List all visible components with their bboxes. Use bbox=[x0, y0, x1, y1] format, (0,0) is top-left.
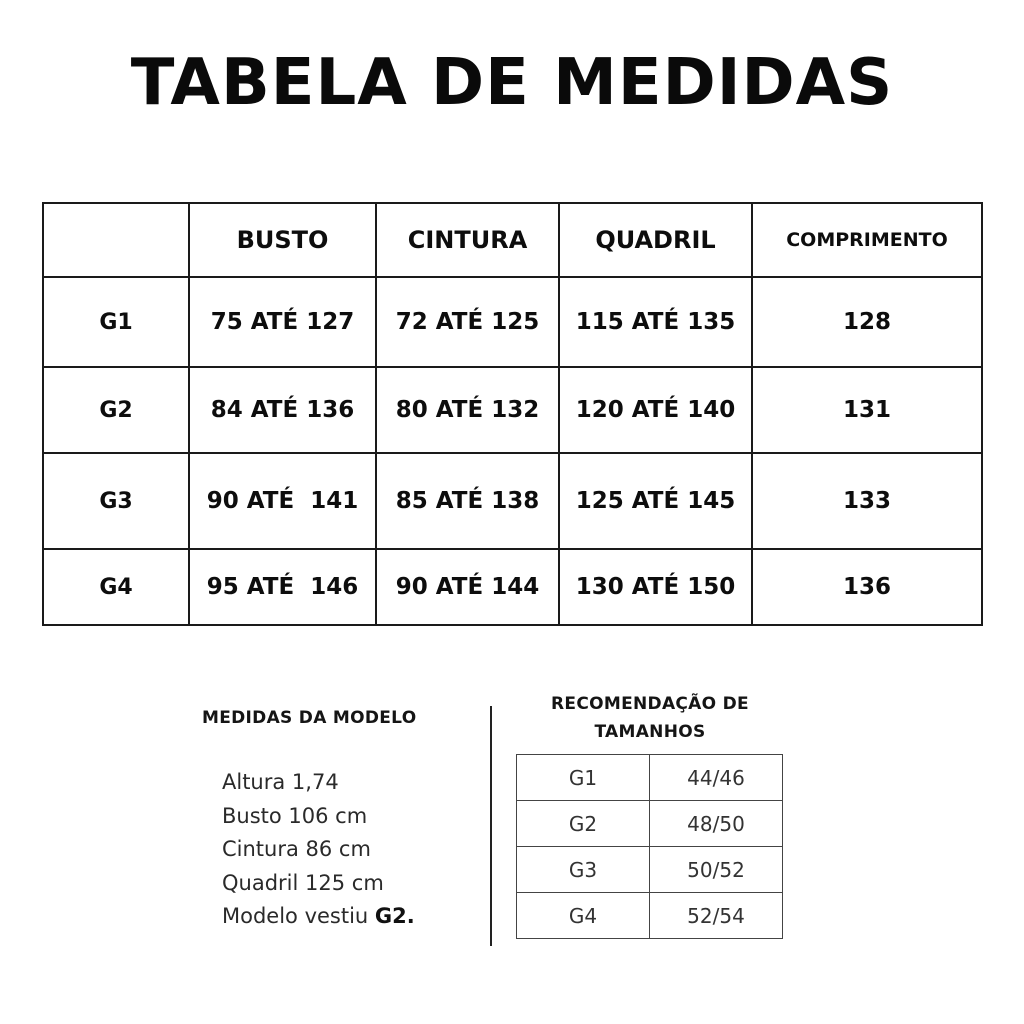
header-quadril: QUADRIL bbox=[559, 203, 752, 277]
cintura-cell: 90 ATÉ 144 bbox=[376, 549, 559, 625]
model-busto: Busto 106 cm bbox=[222, 803, 368, 828]
recommendation-value: 48/50 bbox=[650, 801, 783, 847]
busto-cell: 84 ATÉ 136 bbox=[189, 367, 376, 453]
table-row bbox=[43, 549, 982, 625]
table-row bbox=[43, 277, 982, 367]
quadril-cell: 115 ATÉ 135 bbox=[559, 277, 752, 367]
model-quadril: Quadril 125 cm bbox=[222, 870, 384, 895]
recommendation-row bbox=[517, 893, 783, 939]
header-comprimento: COMPRIMENTO bbox=[752, 203, 982, 277]
model-cintura: Cintura 86 cm bbox=[222, 837, 371, 861]
header-cintura: CINTURA bbox=[376, 203, 559, 277]
comprimento-cell: 128 bbox=[752, 277, 982, 367]
table-row bbox=[43, 367, 982, 453]
table-header-row bbox=[43, 203, 982, 277]
size-label: G2 bbox=[43, 367, 189, 453]
recommendation-table bbox=[516, 754, 783, 939]
recommendation-size: G3 bbox=[517, 847, 650, 893]
model-measurements-list bbox=[222, 766, 415, 934]
quadril-cell: 130 ATÉ 150 bbox=[559, 549, 752, 625]
recommendation-value: 52/54 bbox=[650, 893, 783, 939]
busto-cell: 95 ATÉ 146 bbox=[189, 549, 376, 625]
model-measurements-heading: MEDIDAS DA MODELO bbox=[202, 708, 417, 728]
size-label: G3 bbox=[43, 453, 189, 549]
recommendation-row bbox=[517, 801, 783, 847]
busto-cell: 90 ATÉ 141 bbox=[189, 453, 376, 549]
recommendation-row bbox=[517, 755, 783, 801]
model-altura: Altura 1,74 bbox=[222, 770, 339, 794]
busto-cell: 75 ATÉ 127 bbox=[189, 277, 376, 367]
model-vestiu-size: G2. bbox=[374, 904, 415, 928]
quadril-cell: 125 ATÉ 145 bbox=[559, 453, 752, 549]
size-label: G4 bbox=[43, 549, 189, 625]
quadril-cell: 120 ATÉ 140 bbox=[559, 367, 752, 453]
recommendation-size: G2 bbox=[517, 801, 650, 847]
model-vestiu-text: Modelo vestiu bbox=[222, 904, 375, 928]
size-chart-table bbox=[42, 202, 983, 626]
header-empty-cell bbox=[43, 203, 189, 277]
model-vestiu bbox=[222, 900, 415, 934]
comprimento-cell: 131 bbox=[752, 367, 982, 453]
cintura-cell: 72 ATÉ 125 bbox=[376, 277, 559, 367]
cintura-cell: 85 ATÉ 138 bbox=[376, 453, 559, 549]
comprimento-cell: 136 bbox=[752, 549, 982, 625]
page-title: TABELA DE MEDIDAS bbox=[130, 46, 894, 120]
table-row bbox=[43, 453, 982, 549]
recommendation-heading bbox=[520, 690, 780, 746]
header-busto: BUSTO bbox=[189, 203, 376, 277]
comprimento-cell: 133 bbox=[752, 453, 982, 549]
recommendation-heading-line2: TAMANHOS bbox=[594, 722, 706, 742]
recommendation-value: 50/52 bbox=[650, 847, 783, 893]
cintura-cell: 80 ATÉ 132 bbox=[376, 367, 559, 453]
recommendation-heading-line1: RECOMENDAÇÃO DE bbox=[551, 694, 749, 714]
recommendation-size: G1 bbox=[517, 755, 650, 801]
recommendation-size: G4 bbox=[517, 893, 650, 939]
size-label: G1 bbox=[43, 277, 189, 367]
recommendation-row bbox=[517, 847, 783, 893]
vertical-divider bbox=[490, 706, 492, 946]
recommendation-value: 44/46 bbox=[650, 755, 783, 801]
